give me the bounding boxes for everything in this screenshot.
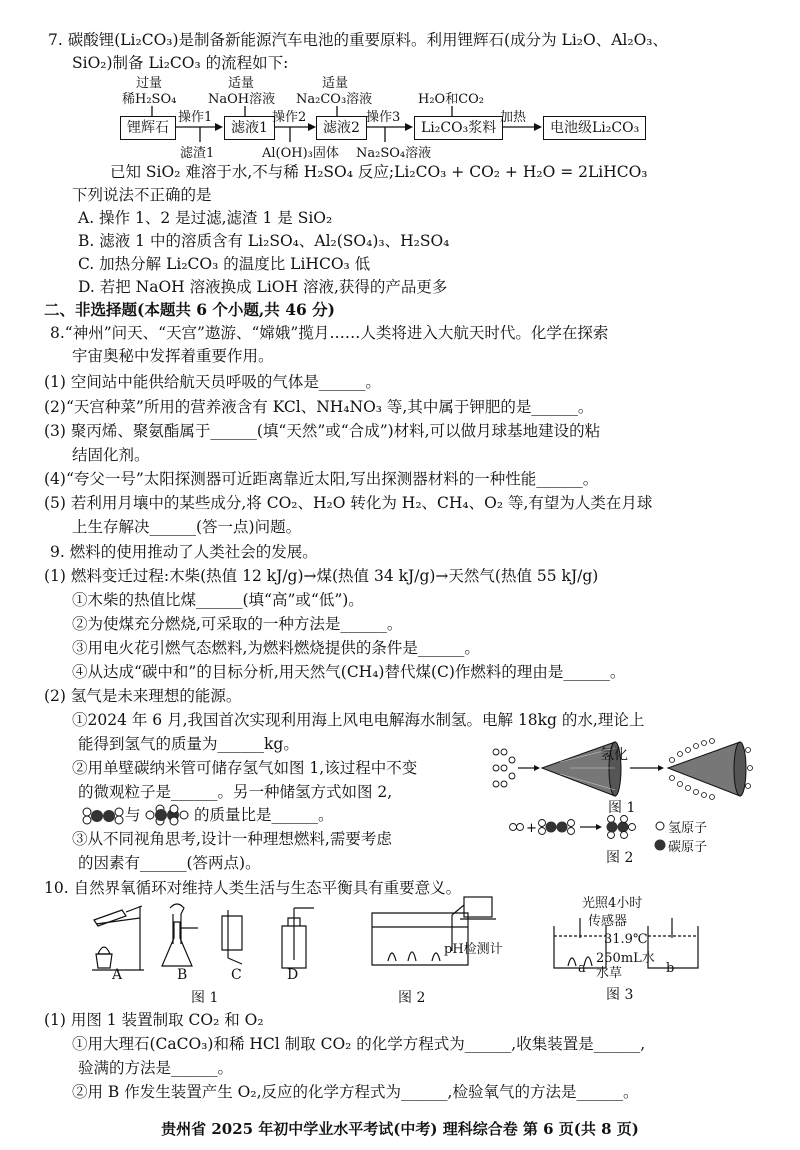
q7-option-b: B. 滤液 1 中的溶质含有 Li₂SO₄、Al₂(SO₄)₃、H₂SO₄ xyxy=(78,232,450,250)
q7-known: 已知 SiO₂ 难溶于水,不与稀 H₂SO₄ 反应;Li₂CO₃ + CO₂ + H₂O = 2LiHCO₃ xyxy=(110,163,648,181)
q7-option-d: D. 若把 NaOH 溶液换成 LiOH 溶液,获得的产品更多 xyxy=(78,278,448,296)
q9-stem: 9. 燃料的使用推动了人类社会的发展。 xyxy=(50,543,318,561)
figure2-caption: 图 2 xyxy=(606,850,634,866)
q10-sub1-line2: 验满的方法是______。 xyxy=(78,1059,234,1077)
q8-part2: (2)“天宫种菜”所用的营养液含有 KCl、NH₄NO₃ 等,其中属于钾肥的是______。 xyxy=(44,398,594,416)
flow-na2so4: Na₂SO₄溶液 xyxy=(356,146,432,161)
flow-op3: 操作3 xyxy=(366,110,401,125)
hydrogenation-label: 氢化 xyxy=(600,747,628,763)
q9-t1-line1: ①2024 年 6 月,我国首次实现利用海上风电电解海水制氢。电解 18kg 的水,理论上 xyxy=(72,711,645,729)
flow-op2: 操作2 xyxy=(272,110,307,125)
flow-heat: 加热 xyxy=(500,110,527,125)
q8-part3-line1: (3) 聚丙烯、聚氨酯属于______(填“天然”或“合成”)材料,可以做月球基地建设的粘 xyxy=(44,422,601,440)
flow-reagent1-top: 过量 xyxy=(136,76,163,91)
q8-part5-line1: (5) 若利用月壤中的某些成分,将 CO₂、H₂O 转化为 H₂、CH₄、O₂ 等,有望为人类在月球 xyxy=(44,494,653,512)
flow-box-slurry: Li₂CO₃浆料 xyxy=(414,116,503,140)
q9-sub3: ③用电火花引燃气态燃料,为燃料燃烧提供的条件是______。 xyxy=(72,639,480,657)
q8-stem-line2: 宇宙奥秘中发挥着重要作用。 xyxy=(72,347,274,365)
light-label: 光照4小时 xyxy=(582,896,643,911)
flow-reagent2-bottom: NaOH溶液 xyxy=(208,92,276,107)
flow-aloh3: Al(OH)₃固体 xyxy=(262,146,339,161)
q9-t2-line3-end: 的质量比是______。 xyxy=(194,806,334,824)
q7-option-a: A. 操作 1、2 是过滤,滤渣 1 是 SiO₂ xyxy=(78,209,333,227)
q8-part4: (4)“夸父一号”太阳探测器可近距离靠近太阳,写出探测器材料的一种性能______。 xyxy=(44,470,599,488)
q10-part1: (1) 用图 1 装置制取 CO₂ 和 O₂ xyxy=(44,1011,264,1029)
q9-t2-line1: ②用单壁碳纳米管可储存氢气如图 1,该过程中不变 xyxy=(72,759,418,777)
q8-part3-line2: 结固化剂。 xyxy=(72,446,150,464)
q8-part5-line2: 上生存解决______(答一点)问题。 xyxy=(72,518,302,536)
q9-part2: (2) 氢气是未来理想的能源。 xyxy=(44,687,242,705)
q10-figure2-caption: 图 2 xyxy=(398,990,426,1006)
legend-hydrogen: 氢原子 xyxy=(668,821,708,836)
beaker-a-label: a xyxy=(578,961,586,976)
carbon-atom-icon xyxy=(653,838,667,852)
flow-reagent1-bottom: 稀H₂SO₄ xyxy=(122,92,177,107)
apparatus-label-a: A xyxy=(112,967,123,983)
hydrogen-atom-icon xyxy=(653,819,667,833)
flow-reagent4: H₂O和CO₂ xyxy=(418,92,485,107)
ph-meter-label: pH检测计 xyxy=(444,942,503,957)
q8-part1: (1) 空间站中能供给航天员呼吸的气体是______。 xyxy=(44,373,381,391)
flow-box-product: 电池级Li₂CO₃ xyxy=(543,116,646,140)
q10-sub2: ②用 B 作发生装置产生 O₂,反应的化学方程式为______,检验氧气的方法是______。 xyxy=(72,1083,639,1101)
q9-t2-line2: 的微观粒子是______。另一种储氢方式如图 2, xyxy=(78,783,393,801)
flow-reagent3-top: 适量 xyxy=(322,76,349,91)
q7-stem-line2: SiO₂)制备 Li₂CO₃ 的流程如下: xyxy=(72,54,289,72)
apparatus-label-c: C xyxy=(231,967,242,983)
q9-part1: (1) 燃料变迁过程:木柴(热值 12 kJ/g)→煤(热值 34 kJ/g)→天然气(热值 55 kJ/g) xyxy=(44,567,599,585)
svg-text:+: + xyxy=(526,821,537,836)
q9-sub1: ①木柴的热值比煤______(填“高”或“低”)。 xyxy=(72,591,364,609)
q9-sub4: ④从达成“碳中和”的目标分析,用天然气(CH₄)替代煤(C)作燃料的理由是______。 xyxy=(72,663,626,681)
q10-stem: 10. 自然界氧循环对维持人类生活与生态平衡具有重要意义。 xyxy=(44,879,462,897)
sensor-label: 传感器 xyxy=(588,914,628,929)
flow-reagent2-top: 适量 xyxy=(228,76,255,91)
water-volume-label: 250mL水 xyxy=(596,951,655,966)
flow-box-filtrate1: 滤液1 xyxy=(224,116,275,140)
apparatus-label-d: D xyxy=(287,967,299,983)
section2-heading: 二、非选择题(本题共 6 个小题,共 46 分) xyxy=(44,300,336,319)
flow-residue1: 滤渣1 xyxy=(180,146,215,161)
apparatus-figure xyxy=(82,898,322,978)
temperature-label: 31.9℃ xyxy=(604,932,648,947)
q9-t3-line1: ③从不同视角思考,设计一种理想燃料,需要考虑 xyxy=(72,830,392,848)
tank-figure xyxy=(368,895,528,975)
c2h4-molecule-icon xyxy=(144,805,194,825)
flow-reagent3-bottom: Na₂CO₃溶液 xyxy=(296,92,373,107)
q9-sub2: ②为使煤充分燃烧,可采取的一种方法是______。 xyxy=(72,615,403,633)
q10-figure1-caption: 图 1 xyxy=(191,990,219,1006)
q7-option-c: C. 加热分解 Li₂CO₃ 的温度比 LiHCO₃ 低 xyxy=(78,255,371,273)
flow-box-spodumene: 锂辉石 xyxy=(120,116,176,140)
q7-stem-line1: 7. 碳酸锂(Li₂CO₃)是制备新能源汽车电池的重要原料。利用锂辉石(成分为 Li₂O、Al₂O₃、 xyxy=(48,31,668,49)
q8-stem-line1: 8.“神州”问天、“天宫”遨游、“嫦娥”揽月……人类将进入大航天时代。化学在探索 xyxy=(50,324,609,342)
water-plant-label: 水草 xyxy=(596,966,623,981)
q10-figure3-caption: 图 3 xyxy=(606,987,634,1003)
flow-box-filtrate2: 滤液2 xyxy=(316,116,367,140)
page-footer: 贵州省 2025 年初中学业水平考试(中考) 理科综合卷 第 6 页(共 8 页) xyxy=(161,1120,639,1138)
q9-t3-line2: 的因素有______(答两点)。 xyxy=(78,854,261,872)
q10-sub1-line1: ①用大理石(CaCO₃)和稀 HCl 制取 CO₂ 的化学方程式为______,收集装置是______, xyxy=(72,1035,646,1053)
beaker-b-label: b xyxy=(666,961,675,976)
apparatus-label-b: B xyxy=(177,967,188,983)
reaction-figure xyxy=(508,814,658,840)
q7-ask: 下列说法不正确的是 xyxy=(72,186,212,204)
figure1-caption: 图 1 xyxy=(608,800,636,816)
q9-t1-line2: 能得到氢气的质量为______kg。 xyxy=(78,735,299,753)
flow-op1: 操作1 xyxy=(178,110,213,125)
q9-t2-with: 与 xyxy=(125,806,141,824)
legend-carbon: 碳原子 xyxy=(668,840,708,855)
